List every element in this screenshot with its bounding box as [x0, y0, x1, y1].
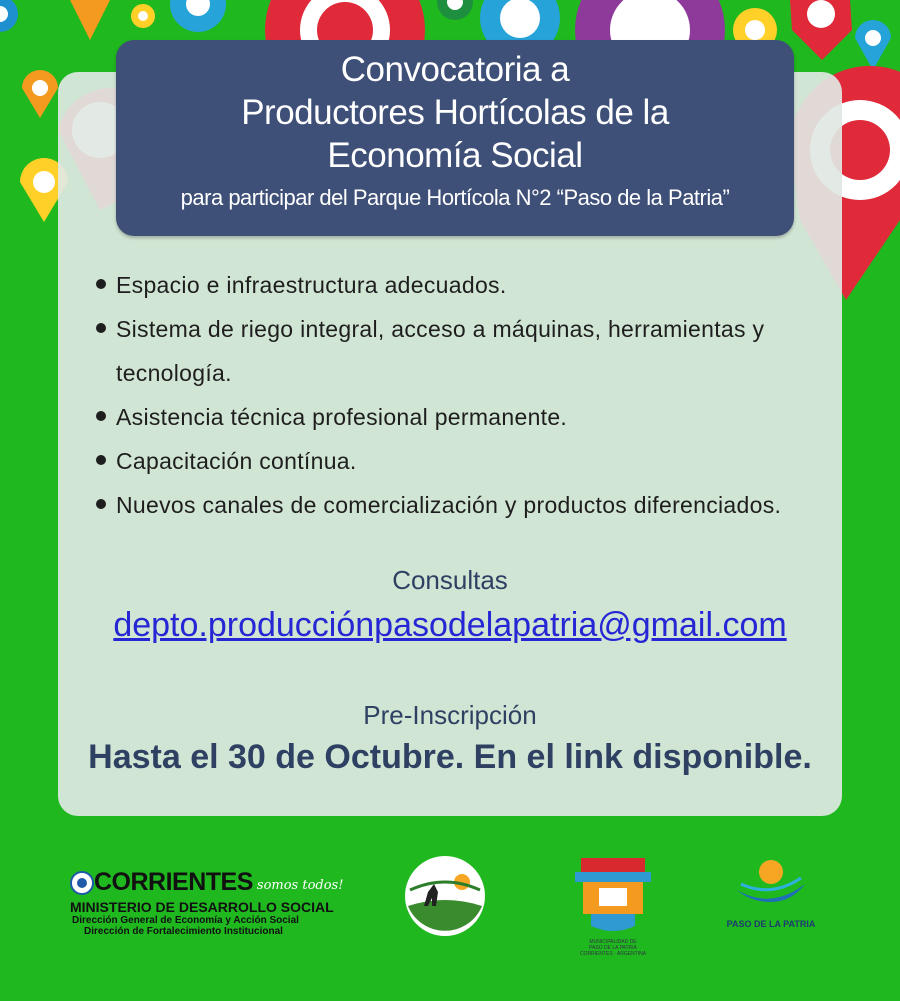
paso-de-la-patria-logo-icon — [731, 854, 811, 914]
map-pin-icon — [170, 0, 226, 32]
map-pin-icon — [437, 0, 473, 20]
map-pin-icon — [131, 4, 155, 28]
poster-title — [116, 48, 794, 177]
poster-subtitle: para participar del Parque Hortícola N°2 “Paso de la Patria” — [180, 185, 730, 210]
benefit-item: Capacitación contínua. — [94, 439, 834, 483]
map-pin-icon — [790, 0, 852, 60]
title-line: Productores Hortícolas de la — [241, 93, 669, 132]
paso-logo-text: PASO DE LA PATRIA — [726, 919, 816, 929]
benefits-list — [94, 263, 834, 527]
paso-de-la-patria-logo — [716, 854, 826, 929]
consultas-label: Consultas — [392, 565, 508, 595]
municipal-logo-text: PASO DE LA PATRIA — [589, 945, 637, 951]
map-pin-icon — [0, 0, 18, 32]
title-line: Convocatoria a — [340, 50, 570, 89]
farmer-logo — [400, 854, 490, 949]
benefit-item: Sistema de riego integral, acceso a máquinas, herramientas y tecnología. — [94, 307, 834, 395]
ministry-name: MINISTERIO DE DESARROLLO SOCIAL — [70, 899, 334, 915]
map-pin-icon — [70, 0, 110, 40]
farmer-logo-icon — [400, 854, 490, 944]
benefit-item: Espacio e infraestructura adecuados. — [94, 263, 834, 307]
map-pin-icon — [22, 70, 58, 118]
direction-line: Dirección de Fortalecimiento Institucional — [84, 926, 283, 937]
municipal-logo-text: MUNICIPALIDAD DE — [589, 939, 637, 945]
corrientes-tagline: somos todos! — [256, 878, 344, 893]
corrientes-seal-icon — [70, 871, 94, 895]
title-banner — [116, 40, 794, 236]
contact-email-link[interactable]: depto.producciónpasodelapatria@gmail.com — [113, 606, 787, 644]
corrientes-name: CORRIENTES — [94, 868, 253, 896]
municipal-shield-icon — [571, 856, 655, 934]
footer-logos — [0, 840, 900, 1001]
title-line: Economía Social — [327, 136, 583, 175]
direction-line: Dirección General de Economía y Acción Social — [72, 915, 299, 926]
corrientes-logo — [70, 868, 350, 937]
map-pin-icon — [855, 20, 891, 70]
preinscripcion-label: Pre-Inscripción — [363, 700, 537, 730]
municipal-logo-text: CORRIENTES · ARGENTINA — [579, 951, 647, 957]
deadline-text: Hasta el 30 de Octubre. En el link disponible. — [88, 738, 812, 776]
benefit-item: Asistencia técnica profesional permanente. — [94, 395, 834, 439]
benefit-item: Nuevos canales de comercialización y productos diferenciados. — [94, 483, 834, 527]
municipal-logo — [568, 856, 658, 957]
